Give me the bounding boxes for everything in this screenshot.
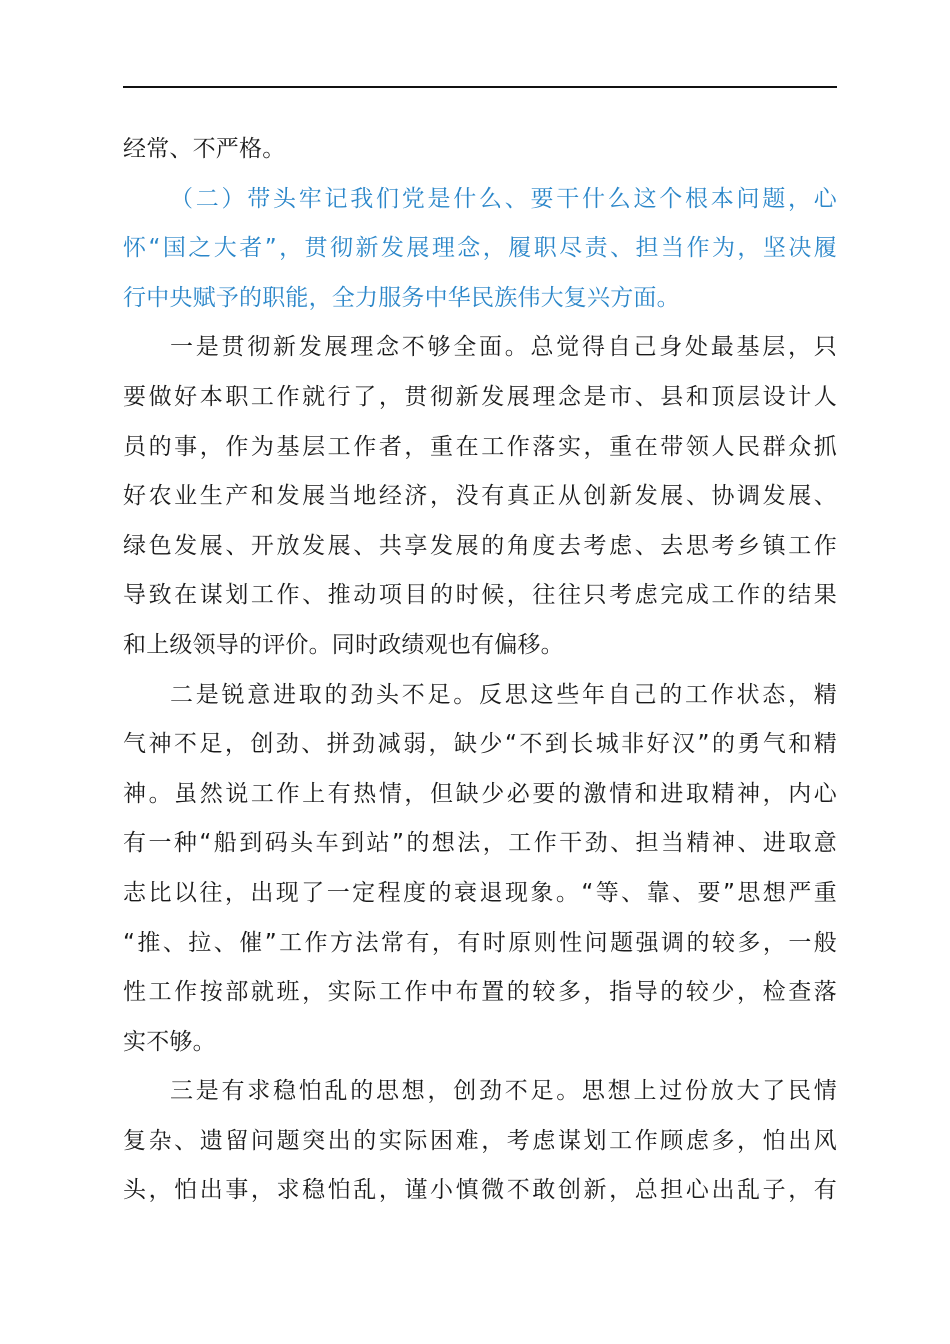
heading-line: （二）带头牢记我们党是什么、要干什么这个根本问题，心 <box>170 185 837 212</box>
paragraph-point-one <box>123 323 837 670</box>
text-line: 实不够。 <box>123 1028 216 1055</box>
text-line: 志比以往，出现了一定程度的衰退现象。“等、靠、要”思想严重 <box>123 879 837 906</box>
text-line: 要做好本职工作就行了，贯彻新发展理念是市、县和顶层设计人 <box>123 383 837 410</box>
text-line: 复杂、遗留问题突出的实际困难，考虑谋划工作顾虑多，怕出风 <box>123 1127 837 1154</box>
paragraph-point-two <box>123 671 837 1068</box>
section-heading <box>123 175 837 324</box>
heading-line: 怀“国之大者”，贯彻新发展理念，履职尽责、担当作为，坚决履 <box>123 235 837 262</box>
text-line: 气神不足，创劲、拼劲减弱，缺少“不到长城非好汉”的勇气和精 <box>123 731 837 758</box>
document-body <box>123 125 837 1216</box>
text-line: “推、拉、催”工作方法常有，有时原则性问题强调的较多，一般 <box>123 929 837 956</box>
text-line: 和上级领导的评价。同时政绩观也有偏移。 <box>123 631 564 658</box>
paragraph-point-three <box>123 1067 837 1216</box>
text-line: 二是锐意进取的劲头不足。反思这些年自己的工作状态，精 <box>170 681 837 708</box>
text-line: 员的事，作为基层工作者，重在工作落实，重在带领人民群众抓 <box>123 433 837 460</box>
text-line: 好农业生产和发展当地经济，没有真正从创新发展、协调发展、 <box>123 483 837 510</box>
heading-line: 行中央赋予的职能，全力服务中华民族伟大复兴方面。 <box>123 284 680 311</box>
text-line: 一是贯彻新发展理念不够全面。总觉得自己身处最基层，只 <box>170 334 837 361</box>
text-line: 绿色发展、开放发展、共享发展的角度去考虑、去思考乡镇工作 <box>123 532 837 559</box>
text-line: 性工作按部就班，实际工作中布置的较多，指导的较少，检查落 <box>123 979 837 1006</box>
text-line: 导致在谋划工作、推动项目的时候，往往只考虑完成工作的结果 <box>123 582 837 609</box>
text-line: 神。虽然说工作上有热情，但缺少必要的激情和进取精神，内心 <box>123 780 837 807</box>
text-line: 经常、不严格。 <box>123 136 286 162</box>
header-rule <box>123 86 837 88</box>
text-line: 三是有求稳怕乱的思想，创劲不足。思想上过份放大了民情 <box>170 1078 837 1105</box>
text-line: 头，怕出事，求稳怕乱，谨小慎微不敢创新，总担心出乱子，有 <box>123 1177 837 1204</box>
text-line: 有一种“船到码头车到站”的想法，工作干劲、担当精神、进取意 <box>123 830 837 857</box>
paragraph-continuation <box>123 125 837 175</box>
